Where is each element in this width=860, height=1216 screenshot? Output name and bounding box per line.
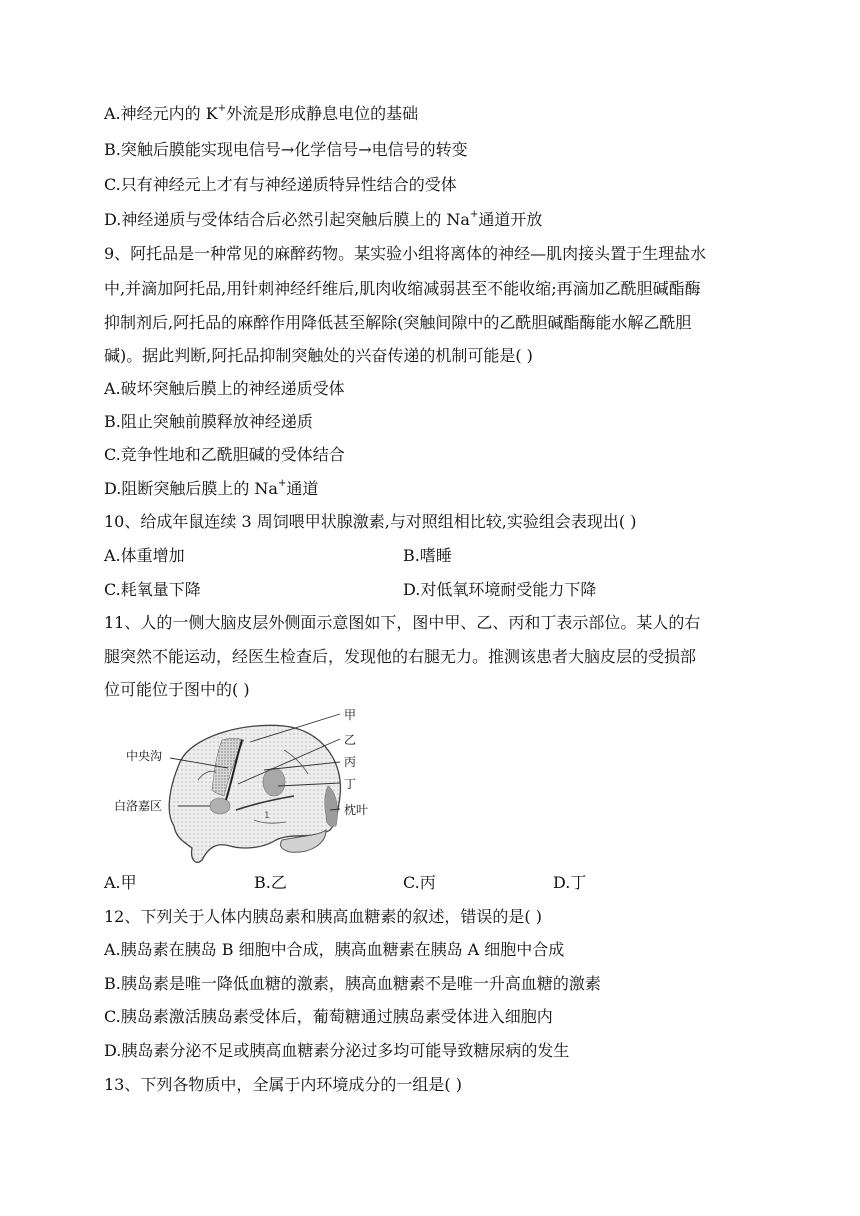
q11-stem-line-2: 腿突然不能运动，经医生检查后，发现他的右腿无力。推测该患者大脑皮层的受损部 — [104, 647, 697, 666]
q11-option-d: D.丁 — [553, 873, 587, 892]
brain-diagram — [104, 700, 394, 870]
label-occipital: 枕叶 — [344, 803, 369, 817]
q9-option-a: A.破坏突触后膜上的神经递质受体 — [104, 379, 345, 398]
q8-option-c: C.只有神经元上才有与神经递质特异性结合的受体 — [104, 175, 457, 194]
q8-option-b: B.突触后膜能实现电信号→化学信号→电信号的转变 — [104, 140, 468, 159]
svg-text:1: 1 — [264, 811, 270, 821]
q12-option-a: A.胰岛素在胰岛 B 细胞中合成，胰高血糖素在胰岛 A 细胞中合成 — [104, 940, 565, 959]
q11-option-a: A.甲 — [104, 873, 137, 892]
q11-stem-line-1: 11、人的一侧大脑皮层外侧面示意图如下，图中甲、乙、丙和丁表示部位。某人的右 — [104, 613, 701, 632]
q9-option-d: D.阻断突触后膜上的 Na+通道 — [104, 477, 319, 498]
label-jia: 甲 — [344, 708, 357, 722]
q9-stem-line-4: 碱)。据此判断,阿托品抑制突触处的兴奋传递的机制可能是( ) — [104, 346, 533, 365]
q11-option-b: B.乙 — [254, 873, 287, 892]
q9-option-c: C.竞争性地和乙酰胆碱的受体结合 — [104, 445, 345, 464]
label-central-sulcus: 中央沟 — [126, 749, 163, 763]
q9-stem-line-3: 抑制剂后,阿托品的麻醉作用降低甚至解除(突触间隙中的乙酰胆碱酯酶能水解乙酰胆 — [104, 313, 692, 332]
label-broca: 白洛嘉区 — [114, 799, 163, 813]
q12-stem: 12、下列关于人体内胰岛素和胰高血糖素的叙述，错误的是( ) — [104, 907, 542, 926]
q10-option-c: C.耗氧量下降 — [104, 580, 201, 599]
q9-stem-line-2: 中,并滴加阿托品,用针刺神经纤维后,肌肉收缩减弱甚至不能收缩;再滴加乙酰胆碱酯酶 — [104, 279, 701, 298]
q9-stem-line-1: 9、阿托品是一种常见的麻醉药物。某实验小组将离体的神经—肌肉接头置于生理盐水 — [104, 244, 707, 263]
label-ding: 丁 — [344, 777, 357, 791]
q12-option-d: D.胰岛素分泌不足或胰高血糖素分泌过多均可能导致糖尿病的发生 — [104, 1041, 570, 1060]
label-yi: 乙 — [344, 733, 357, 747]
q10-option-d: D.对低氧环境耐受能力下降 — [403, 580, 597, 599]
q10-stem: 10、给成年鼠连续 3 周饲喂甲状腺激素,与对照组相比较,实验组会表现出( ) — [104, 512, 637, 531]
broca-area — [210, 798, 230, 814]
q9-option-b: B.阻止突触前膜释放神经递质 — [104, 412, 313, 431]
q12-option-b: B.胰岛素是唯一降低血糖的激素，胰高血糖素不是唯一升高血糖的激素 — [104, 974, 601, 993]
q10-option-b: B.嗜睡 — [403, 546, 452, 565]
q13-stem: 13、下列各物质中，全属于内环境成分的一组是( ) — [104, 1075, 462, 1094]
label-bing: 丙 — [344, 755, 357, 769]
q8-option-d: D.神经递质与受体结合后必然引起突触后膜上的 Na+通道开放 — [104, 208, 543, 229]
region-ding — [263, 768, 285, 796]
q10-option-a: A.体重增加 — [104, 546, 185, 565]
q11-stem-line-3: 位可能位于图中的( ) — [104, 680, 250, 699]
q12-option-c: C.胰岛素激活胰岛素受体后，葡萄糖通过胰岛素受体进入细胞内 — [104, 1007, 553, 1026]
q11-option-c: C.丙 — [403, 873, 436, 892]
q8-option-a: A.神经元内的 K+外流是形成静息电位的基础 — [104, 102, 419, 123]
